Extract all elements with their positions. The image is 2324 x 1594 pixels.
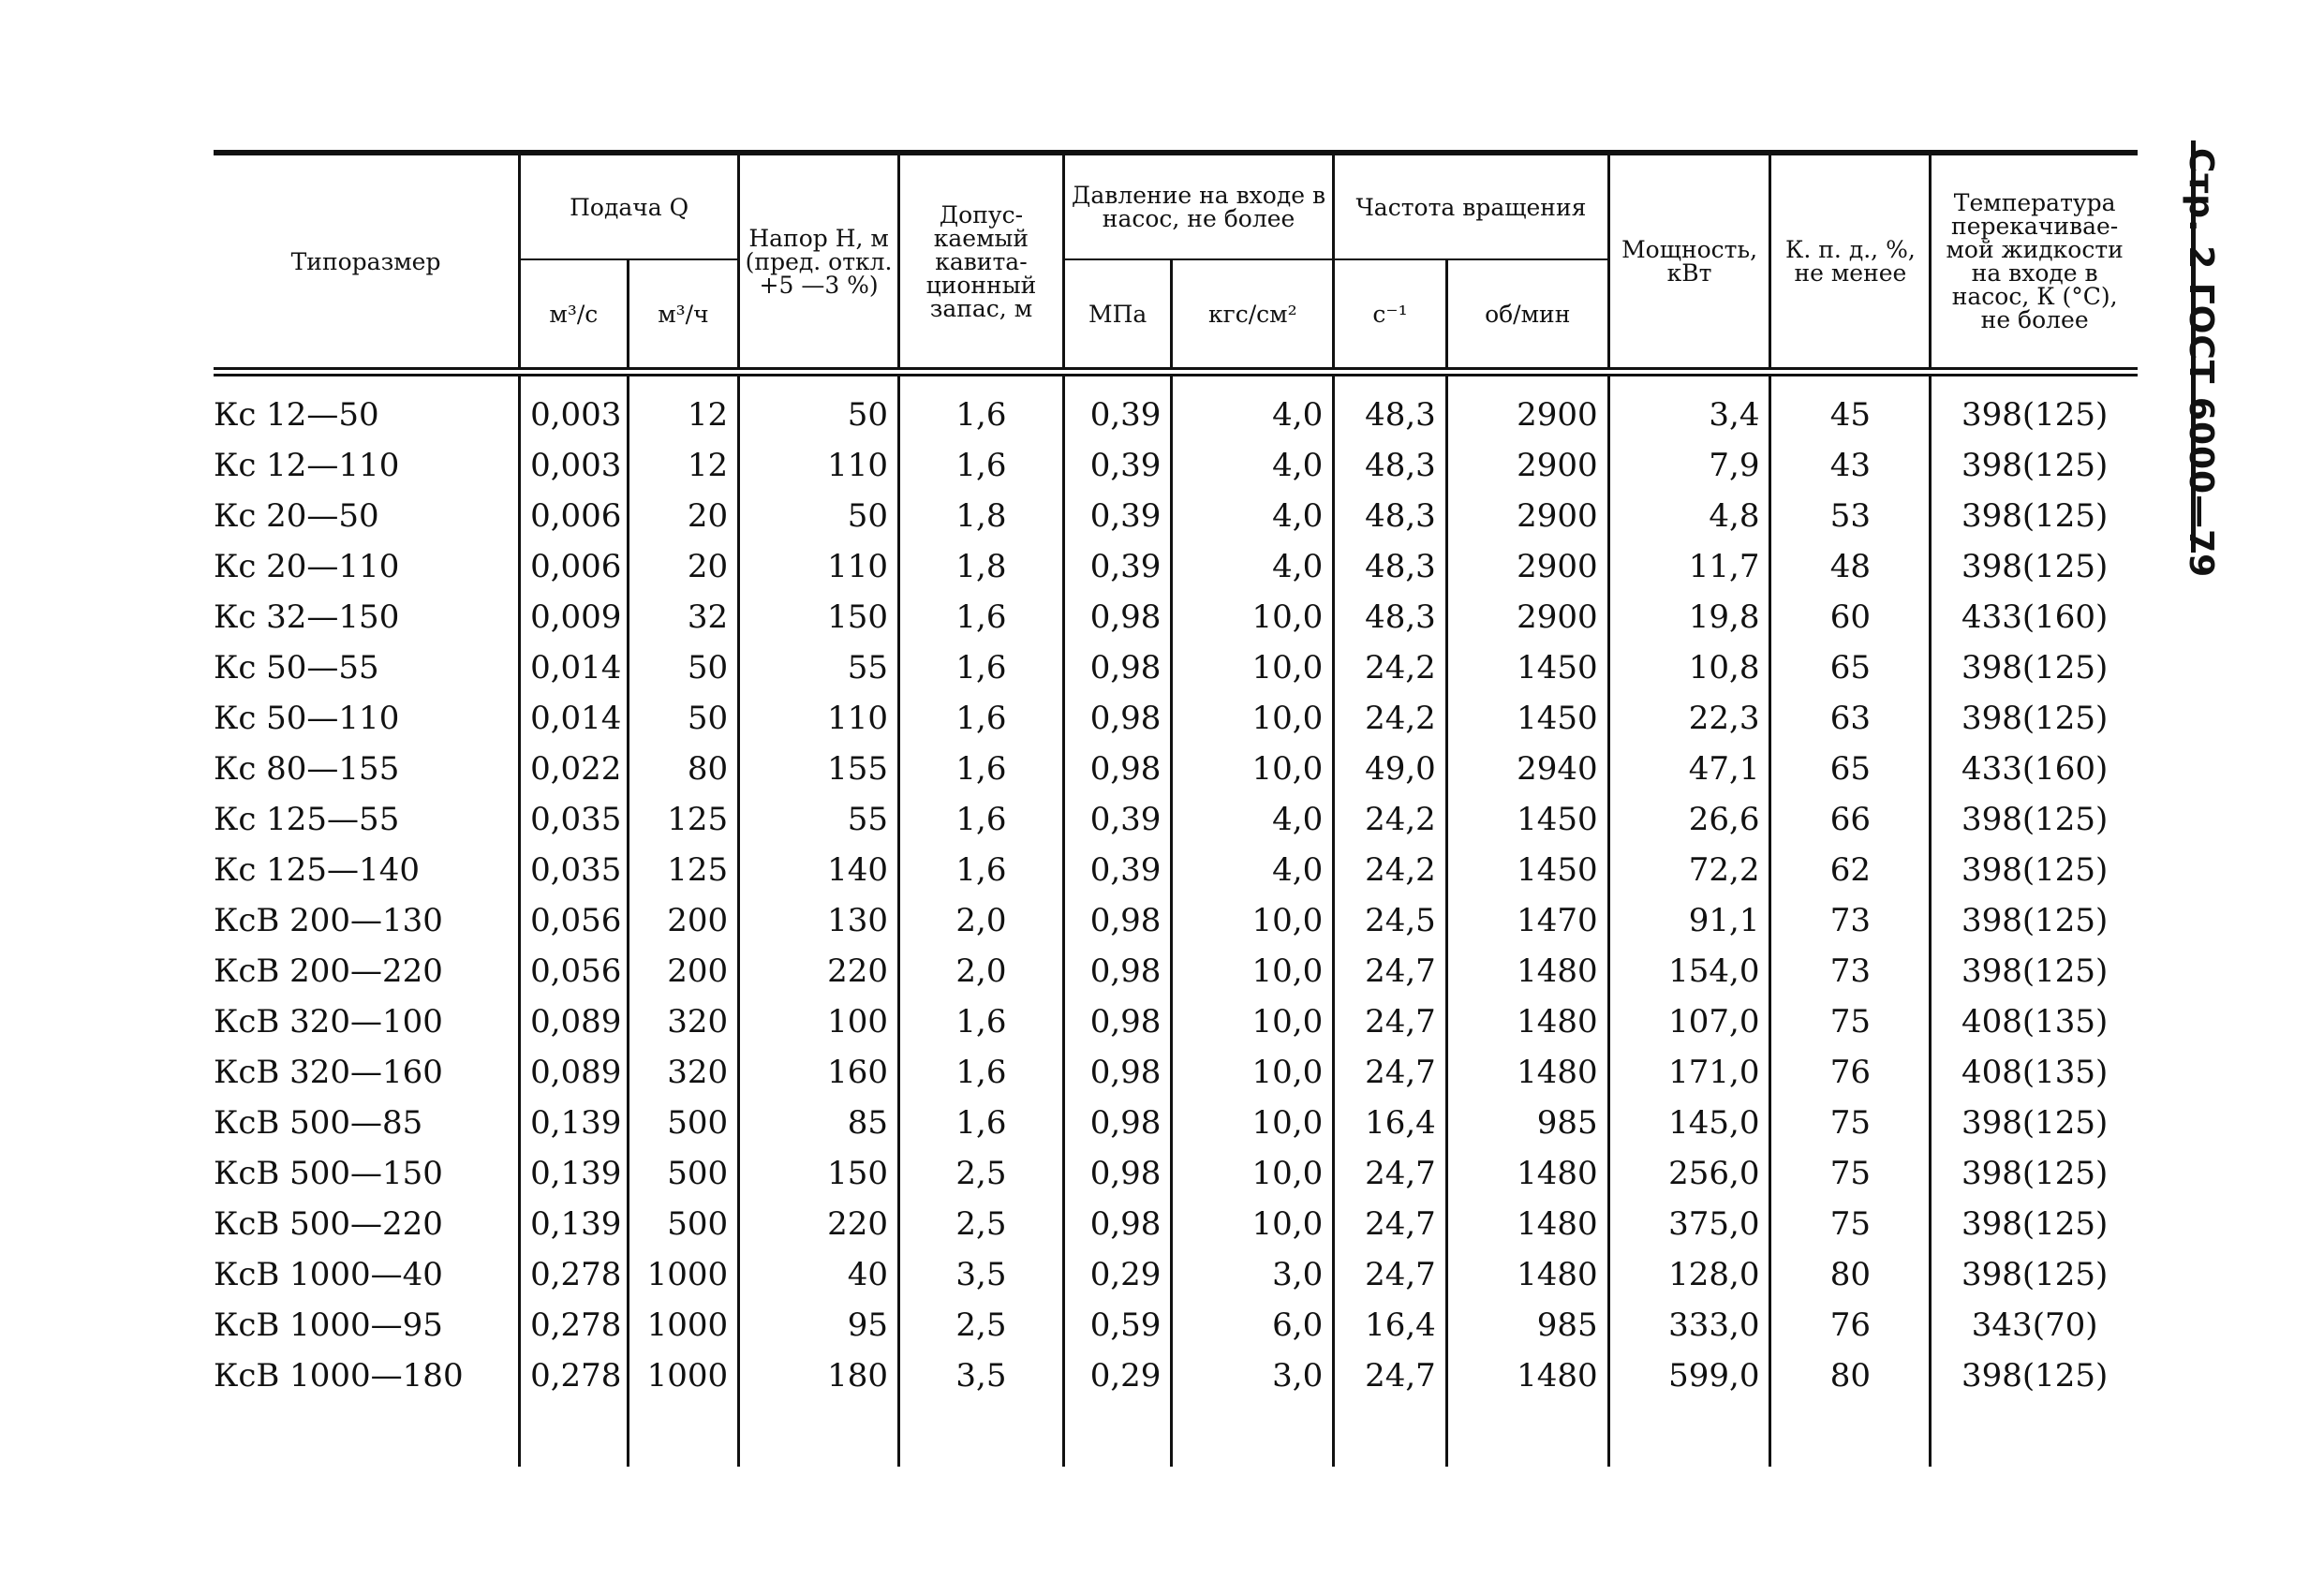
cell-power: 91,1	[1608, 895, 1770, 946]
header-flow-m3h: м³/ч	[628, 259, 739, 369]
cell-speed-rpm: 1450	[1446, 794, 1608, 845]
cell-npsh: 1,6	[899, 440, 1064, 491]
cell-flow-m3h: 50	[628, 642, 739, 693]
cell-type: Кс 32—150	[214, 598, 400, 636]
cell-flow-m3s: 0,278	[520, 1249, 629, 1300]
cell-power: 154,0	[1608, 946, 1770, 996]
cell-speed-rpm: 1480	[1446, 1148, 1608, 1199]
spacer-cell	[1608, 1401, 1770, 1467]
header-power: Мощность, кВт	[1608, 153, 1770, 369]
header-npsh: Допус- каемый кавита- ционный запас, м	[899, 153, 1064, 369]
spacer-cell	[1063, 1401, 1172, 1467]
cell-pressure-mpa: 0,29	[1063, 1350, 1172, 1401]
cell-efficiency: 73	[1770, 895, 1931, 946]
cell-flow-m3s: 0,014	[520, 693, 629, 744]
cell-temperature: 398(125)	[1931, 1350, 2138, 1401]
cell-power: 333,0	[1608, 1300, 1770, 1350]
cell-type: Кс 50—55	[214, 649, 379, 686]
cell-temperature: 398(125)	[1931, 946, 2138, 996]
cell-flow-m3s: 0,056	[520, 895, 629, 946]
table-row	[214, 1199, 2138, 1249]
cell-type: Кс 12—50	[214, 396, 379, 434]
cell-efficiency: 53	[1770, 491, 1931, 541]
cell-efficiency: 62	[1770, 845, 1931, 895]
cell-speed-s: 24,2	[1334, 642, 1447, 693]
cell-flow-m3s: 0,035	[520, 845, 629, 895]
cell-temperature: 343(70)	[1931, 1300, 2138, 1350]
cell-pressure-mpa: 0,98	[1063, 642, 1172, 693]
cell-head: 150	[739, 1148, 899, 1199]
cell-temperature: 398(125)	[1931, 1148, 2138, 1199]
spacer-cell	[628, 1401, 739, 1467]
cell-flow-m3h: 125	[628, 794, 739, 845]
cell-npsh: 1,6	[899, 996, 1064, 1047]
cell-flow-m3h: 200	[628, 946, 739, 996]
cell-head: 160	[739, 1047, 899, 1098]
cell-npsh: 1,6	[899, 1047, 1064, 1098]
cell-speed-rpm: 2900	[1446, 440, 1608, 491]
cell-flow-m3s: 0,089	[520, 996, 629, 1047]
cell-speed-s: 24,5	[1334, 895, 1447, 946]
cell-speed-s: 24,2	[1334, 794, 1447, 845]
cell-flow-m3h: 12	[628, 376, 739, 441]
header-efficiency: К. п. д., %, не менее	[1770, 153, 1931, 369]
table-row	[214, 491, 2138, 541]
cell-speed-rpm: 1480	[1446, 1047, 1608, 1098]
cell-efficiency: 76	[1770, 1300, 1931, 1350]
table-row	[214, 1098, 2138, 1148]
header-pressure-mpa: МПа	[1063, 259, 1172, 369]
cell-head: 110	[739, 541, 899, 592]
cell-speed-rpm: 1450	[1446, 642, 1608, 693]
cell-pressure-mpa: 0,98	[1063, 946, 1172, 996]
cell-temperature: 433(160)	[1931, 744, 2138, 794]
header-temperature: Температура перекачивае- мой жидкости на входе в насос, К (°С), не более	[1931, 153, 2138, 369]
cell-speed-s: 24,7	[1334, 946, 1447, 996]
cell-type: КсВ 500—150	[214, 1155, 443, 1192]
table-row	[214, 376, 2138, 441]
cell-speed-s: 16,4	[1334, 1300, 1447, 1350]
cell-pressure-mpa: 0,39	[1063, 845, 1172, 895]
cell-power: 4,8	[1608, 491, 1770, 541]
cell-pressure-kgf: 10,0	[1172, 1047, 1334, 1098]
cell-temperature: 398(125)	[1931, 895, 2138, 946]
cell-pressure-kgf: 10,0	[1172, 642, 1334, 693]
cell-power: 171,0	[1608, 1047, 1770, 1098]
cell-type: КсВ 500—220	[214, 1205, 443, 1243]
running-head-text: Стр. 2 ГОСТ 6000—79	[2182, 148, 2220, 579]
cell-temperature: 398(125)	[1931, 1249, 2138, 1300]
header-flow-group: Подача Q	[520, 153, 739, 259]
cell-temperature: 398(125)	[1931, 1199, 2138, 1249]
cell-efficiency: 60	[1770, 592, 1931, 642]
cell-speed-rpm: 2900	[1446, 491, 1608, 541]
cell-efficiency: 76	[1770, 1047, 1931, 1098]
cell-pressure-mpa: 0,39	[1063, 440, 1172, 491]
cell-efficiency: 80	[1770, 1249, 1931, 1300]
cell-flow-m3s: 0,014	[520, 642, 629, 693]
cell-power: 26,6	[1608, 794, 1770, 845]
cell-type: Кс 80—155	[214, 750, 400, 788]
table-row	[214, 1047, 2138, 1098]
cell-pressure-kgf: 6,0	[1172, 1300, 1334, 1350]
cell-efficiency: 75	[1770, 1098, 1931, 1148]
table-row	[214, 845, 2138, 895]
cell-speed-s: 24,7	[1334, 1148, 1447, 1199]
cell-type: КсВ 200—220	[214, 952, 443, 990]
cell-flow-m3s: 0,139	[520, 1199, 629, 1249]
cell-npsh: 1,6	[899, 642, 1064, 693]
cell-pressure-mpa: 0,39	[1063, 376, 1172, 441]
cell-pressure-kgf: 10,0	[1172, 1098, 1334, 1148]
table-header	[214, 153, 2138, 376]
cell-efficiency: 80	[1770, 1350, 1931, 1401]
cell-power: 145,0	[1608, 1098, 1770, 1148]
cell-type: КсВ 320—160	[214, 1054, 443, 1091]
cell-npsh: 1,8	[899, 491, 1064, 541]
cell-type: КсВ 500—85	[214, 1104, 423, 1142]
cell-head: 220	[739, 946, 899, 996]
cell-speed-s: 24,7	[1334, 1350, 1447, 1401]
cell-speed-rpm: 1450	[1446, 845, 1608, 895]
cell-speed-rpm: 1480	[1446, 1249, 1608, 1300]
cell-flow-m3s: 0,003	[520, 376, 629, 441]
cell-type: Кс 12—110	[214, 447, 400, 484]
cell-flow-m3h: 32	[628, 592, 739, 642]
cell-npsh: 2,0	[899, 946, 1064, 996]
table-row	[214, 1249, 2138, 1300]
cell-npsh: 1,6	[899, 376, 1064, 441]
cell-pressure-mpa: 0,29	[1063, 1249, 1172, 1300]
table-row	[214, 794, 2138, 845]
cell-speed-rpm: 1450	[1446, 693, 1608, 744]
cell-npsh: 1,6	[899, 845, 1064, 895]
cell-pressure-mpa: 0,98	[1063, 1199, 1172, 1249]
cell-flow-m3h: 500	[628, 1098, 739, 1148]
cell-flow-m3h: 320	[628, 996, 739, 1047]
cell-type: Кс 20—110	[214, 548, 400, 585]
cell-pressure-kgf: 10,0	[1172, 946, 1334, 996]
cell-temperature: 398(125)	[1931, 491, 2138, 541]
header-double-rule	[214, 369, 2138, 376]
table-row	[214, 440, 2138, 491]
cell-flow-m3h: 20	[628, 541, 739, 592]
cell-speed-s: 24,2	[1334, 845, 1447, 895]
cell-temperature: 408(135)	[1931, 1047, 2138, 1098]
cell-npsh: 3,5	[899, 1249, 1064, 1300]
cell-power: 256,0	[1608, 1148, 1770, 1199]
cell-pressure-kgf: 10,0	[1172, 1199, 1334, 1249]
cell-speed-s: 48,3	[1334, 541, 1447, 592]
cell-efficiency: 63	[1770, 693, 1931, 744]
cell-flow-m3h: 1000	[628, 1300, 739, 1350]
cell-npsh: 2,5	[899, 1300, 1064, 1350]
cell-pressure-kgf: 3,0	[1172, 1350, 1334, 1401]
cell-power: 10,8	[1608, 642, 1770, 693]
cell-speed-rpm: 1480	[1446, 1350, 1608, 1401]
header-speed-group: Частота вращения	[1334, 153, 1608, 259]
cell-type: КсВ 1000—40	[214, 1256, 443, 1293]
cell-pressure-kgf: 10,0	[1172, 996, 1334, 1047]
cell-temperature: 398(125)	[1931, 1098, 2138, 1148]
cell-flow-m3s: 0,278	[520, 1350, 629, 1401]
cell-pressure-mpa: 0,39	[1063, 491, 1172, 541]
cell-flow-m3s: 0,035	[520, 794, 629, 845]
spacer-cell	[899, 1401, 1064, 1467]
cell-flow-m3h: 20	[628, 491, 739, 541]
cell-pressure-mpa: 0,59	[1063, 1300, 1172, 1350]
spacer-cell	[1770, 1401, 1931, 1467]
table-row	[214, 895, 2138, 946]
cell-efficiency: 43	[1770, 440, 1931, 491]
cell-speed-rpm: 1470	[1446, 895, 1608, 946]
spacer-cell	[1172, 1401, 1334, 1467]
table-body	[214, 376, 2138, 1468]
cell-pressure-mpa: 0,98	[1063, 895, 1172, 946]
cell-power: 7,9	[1608, 440, 1770, 491]
cell-head: 55	[739, 642, 899, 693]
cell-flow-m3h: 12	[628, 440, 739, 491]
cell-npsh: 2,5	[899, 1199, 1064, 1249]
table-row	[214, 996, 2138, 1047]
cell-speed-s: 48,3	[1334, 376, 1447, 441]
cell-type: Кс 125—55	[214, 801, 400, 838]
cell-pressure-mpa: 0,39	[1063, 794, 1172, 845]
cell-temperature: 398(125)	[1931, 845, 2138, 895]
cell-power: 3,4	[1608, 376, 1770, 441]
cell-pressure-mpa: 0,98	[1063, 1047, 1172, 1098]
table-row	[214, 1350, 2138, 1401]
cell-flow-m3s: 0,009	[520, 592, 629, 642]
header-speed-rpm: об/мин	[1446, 259, 1608, 369]
cell-head: 95	[739, 1300, 899, 1350]
cell-head: 180	[739, 1350, 899, 1401]
cell-pressure-kgf: 10,0	[1172, 693, 1334, 744]
cell-type: КсВ 1000—180	[214, 1357, 464, 1395]
cell-head: 110	[739, 693, 899, 744]
cell-efficiency: 75	[1770, 1148, 1931, 1199]
cell-efficiency: 65	[1770, 642, 1931, 693]
cell-speed-rpm: 2940	[1446, 744, 1608, 794]
header-speed-s: с⁻¹	[1334, 259, 1447, 369]
cell-pressure-kgf: 10,0	[1172, 592, 1334, 642]
cell-npsh: 1,8	[899, 541, 1064, 592]
cell-efficiency: 75	[1770, 996, 1931, 1047]
cell-flow-m3s: 0,022	[520, 744, 629, 794]
spacer-cell	[1446, 1401, 1608, 1467]
cell-temperature: 433(160)	[1931, 592, 2138, 642]
spacer-cell	[1931, 1401, 2138, 1467]
cell-flow-m3h: 50	[628, 693, 739, 744]
cell-pressure-mpa: 0,98	[1063, 1148, 1172, 1199]
cell-flow-m3h: 320	[628, 1047, 739, 1098]
cell-type: КсВ 1000—95	[214, 1306, 443, 1344]
cell-pressure-mpa: 0,98	[1063, 1098, 1172, 1148]
cell-flow-m3s: 0,278	[520, 1300, 629, 1350]
cell-flow-m3s: 0,089	[520, 1047, 629, 1098]
cell-power: 19,8	[1608, 592, 1770, 642]
cell-efficiency: 75	[1770, 1199, 1931, 1249]
running-head	[2182, 148, 2257, 579]
cell-power: 375,0	[1608, 1199, 1770, 1249]
cell-efficiency: 45	[1770, 376, 1931, 441]
spacer-cell	[1334, 1401, 1447, 1467]
cell-efficiency: 73	[1770, 946, 1931, 996]
cell-speed-s: 24,7	[1334, 996, 1447, 1047]
cell-speed-s: 48,3	[1334, 491, 1447, 541]
cell-pressure-mpa: 0,39	[1063, 541, 1172, 592]
cell-npsh: 1,6	[899, 693, 1064, 744]
cell-head: 55	[739, 794, 899, 845]
table-spacer-row	[214, 1401, 2138, 1467]
cell-head: 110	[739, 440, 899, 491]
cell-head: 150	[739, 592, 899, 642]
cell-pressure-kgf: 4,0	[1172, 794, 1334, 845]
cell-head: 100	[739, 996, 899, 1047]
cell-speed-s: 48,3	[1334, 592, 1447, 642]
table-row	[214, 1148, 2138, 1199]
cell-power: 599,0	[1608, 1350, 1770, 1401]
cell-speed-rpm: 1480	[1446, 1199, 1608, 1249]
cell-npsh: 1,6	[899, 794, 1064, 845]
cell-flow-m3h: 500	[628, 1199, 739, 1249]
cell-type: Кс 20—50	[214, 497, 379, 535]
cell-speed-rpm: 1480	[1446, 946, 1608, 996]
cell-speed-s: 24,7	[1334, 1199, 1447, 1249]
cell-type: КсВ 200—130	[214, 902, 443, 939]
cell-speed-rpm: 2900	[1446, 592, 1608, 642]
table-row	[214, 642, 2138, 693]
cell-temperature: 398(125)	[1931, 642, 2138, 693]
cell-pressure-mpa: 0,98	[1063, 693, 1172, 744]
cell-speed-s: 48,3	[1334, 440, 1447, 491]
cell-speed-s: 24,7	[1334, 1249, 1447, 1300]
cell-pressure-kgf: 3,0	[1172, 1249, 1334, 1300]
cell-flow-m3s: 0,139	[520, 1098, 629, 1148]
cell-flow-m3s: 0,003	[520, 440, 629, 491]
cell-head: 220	[739, 1199, 899, 1249]
cell-pressure-kgf: 4,0	[1172, 376, 1334, 441]
cell-head: 50	[739, 376, 899, 441]
cell-temperature: 398(125)	[1931, 693, 2138, 744]
header-type: Типоразмер	[214, 153, 520, 369]
cell-speed-rpm: 985	[1446, 1098, 1608, 1148]
cell-temperature: 398(125)	[1931, 440, 2138, 491]
header-flow-m3s: м³/с	[520, 259, 629, 369]
cell-flow-m3h: 500	[628, 1148, 739, 1199]
header-pressure-group: Давление на входе в насос, не более	[1063, 153, 1333, 259]
cell-npsh: 1,6	[899, 592, 1064, 642]
header-pressure-kgf: кгс/см²	[1172, 259, 1334, 369]
pump-specification-table	[214, 150, 2138, 1467]
spacer-cell	[214, 1401, 520, 1467]
cell-speed-rpm: 2900	[1446, 541, 1608, 592]
cell-type: КсВ 320—100	[214, 1003, 443, 1041]
cell-pressure-mpa: 0,98	[1063, 592, 1172, 642]
cell-head: 50	[739, 491, 899, 541]
cell-type: Кс 125—140	[214, 851, 420, 889]
cell-pressure-mpa: 0,98	[1063, 996, 1172, 1047]
cell-npsh: 2,5	[899, 1148, 1064, 1199]
cell-power: 47,1	[1608, 744, 1770, 794]
cell-speed-rpm: 2900	[1446, 376, 1608, 441]
header-head: Напор H, м (пред. откл. +5 —3 %)	[739, 153, 899, 369]
cell-speed-rpm: 1480	[1446, 996, 1608, 1047]
spacer-cell	[520, 1401, 629, 1467]
cell-efficiency: 65	[1770, 744, 1931, 794]
cell-pressure-kgf: 10,0	[1172, 1148, 1334, 1199]
cell-npsh: 1,6	[899, 1098, 1064, 1148]
cell-power: 72,2	[1608, 845, 1770, 895]
cell-head: 130	[739, 895, 899, 946]
table-row	[214, 592, 2138, 642]
cell-temperature: 408(135)	[1931, 996, 2138, 1047]
cell-power: 22,3	[1608, 693, 1770, 744]
cell-speed-rpm: 985	[1446, 1300, 1608, 1350]
cell-efficiency: 48	[1770, 541, 1931, 592]
cell-flow-m3s: 0,139	[520, 1148, 629, 1199]
cell-power: 107,0	[1608, 996, 1770, 1047]
cell-npsh: 2,0	[899, 895, 1064, 946]
cell-efficiency: 66	[1770, 794, 1931, 845]
cell-pressure-kgf: 4,0	[1172, 845, 1334, 895]
cell-flow-m3h: 200	[628, 895, 739, 946]
cell-head: 140	[739, 845, 899, 895]
cell-pressure-kgf: 4,0	[1172, 541, 1334, 592]
cell-flow-m3h: 1000	[628, 1350, 739, 1401]
cell-type: Кс 50—110	[214, 700, 400, 737]
table-row	[214, 1300, 2138, 1350]
cell-flow-m3s: 0,006	[520, 541, 629, 592]
cell-flow-m3h: 1000	[628, 1249, 739, 1300]
cell-pressure-kgf: 4,0	[1172, 440, 1334, 491]
cell-head: 85	[739, 1098, 899, 1148]
cell-head: 155	[739, 744, 899, 794]
cell-npsh: 3,5	[899, 1350, 1064, 1401]
cell-speed-s: 49,0	[1334, 744, 1447, 794]
cell-temperature: 398(125)	[1931, 541, 2138, 592]
cell-speed-s: 24,7	[1334, 1047, 1447, 1098]
cell-npsh: 1,6	[899, 744, 1064, 794]
cell-pressure-kgf: 4,0	[1172, 491, 1334, 541]
cell-flow-m3s: 0,056	[520, 946, 629, 996]
cell-flow-m3h: 125	[628, 845, 739, 895]
cell-temperature: 398(125)	[1931, 376, 2138, 441]
table-row	[214, 946, 2138, 996]
cell-speed-s: 24,2	[1334, 693, 1447, 744]
cell-temperature: 398(125)	[1931, 794, 2138, 845]
cell-speed-s: 16,4	[1334, 1098, 1447, 1148]
cell-flow-m3h: 80	[628, 744, 739, 794]
cell-pressure-kgf: 10,0	[1172, 895, 1334, 946]
table-row	[214, 541, 2138, 592]
spacer-cell	[739, 1401, 899, 1467]
cell-head: 40	[739, 1249, 899, 1300]
cell-pressure-mpa: 0,98	[1063, 744, 1172, 794]
cell-power: 11,7	[1608, 541, 1770, 592]
cell-power: 128,0	[1608, 1249, 1770, 1300]
cell-flow-m3s: 0,006	[520, 491, 629, 541]
cell-pressure-kgf: 10,0	[1172, 744, 1334, 794]
table-row	[214, 744, 2138, 794]
table-row	[214, 693, 2138, 744]
